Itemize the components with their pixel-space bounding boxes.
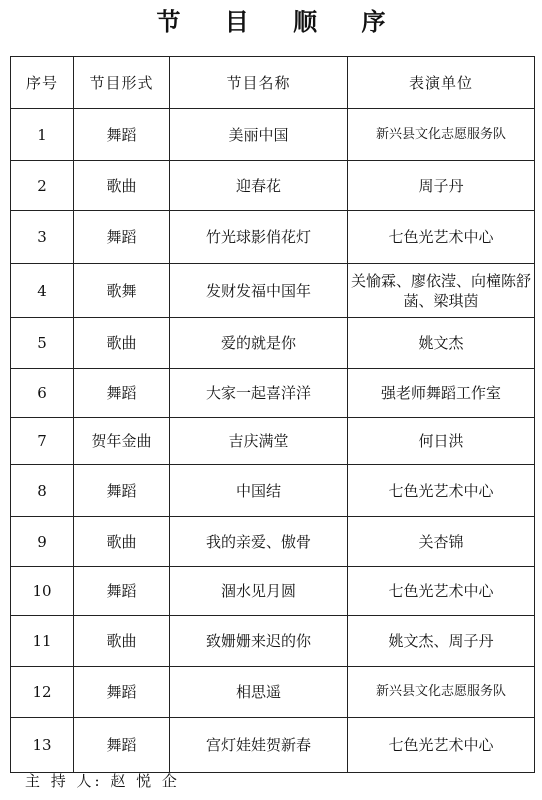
cell-program-name: 竹光球影俏花灯	[170, 211, 348, 264]
program-table	[10, 56, 535, 773]
cell-form: 舞蹈	[74, 718, 170, 773]
cell-performer: 七色光艺术中心	[348, 465, 535, 517]
table-row	[11, 616, 535, 667]
cell-program-name: 大家一起喜洋洋	[170, 369, 348, 418]
cell-form: 舞蹈	[74, 211, 170, 264]
cell-performer: 姚文杰	[348, 318, 535, 369]
page-title: 节 目 顺 序	[156, 7, 404, 36]
cell-performer: 七色光艺术中心	[348, 718, 535, 773]
cell-form: 歌曲	[74, 161, 170, 211]
table-row	[11, 369, 535, 418]
cell-number: 5	[11, 318, 74, 369]
cell-form: 舞蹈	[74, 567, 170, 616]
header-form: 节目形式	[74, 57, 170, 109]
cell-performer: 新兴县文化志愿服务队	[348, 667, 535, 718]
table-row	[11, 567, 535, 616]
cell-form: 歌曲	[74, 318, 170, 369]
cell-program-name: 相思遥	[170, 667, 348, 718]
cell-form: 舞蹈	[74, 465, 170, 517]
cell-performer: 关愉霖、廖依滢、向橦陈舒菡、梁琪茵	[348, 264, 535, 318]
cell-program-name: 迎春花	[170, 161, 348, 211]
cell-number: 4	[11, 264, 74, 318]
cell-form: 歌舞	[74, 264, 170, 318]
table-row	[11, 465, 535, 517]
cell-program-name: 吉庆满堂	[170, 418, 348, 465]
cell-performer: 新兴县文化志愿服务队	[348, 109, 535, 161]
cell-performer: 姚文杰、周子丹	[348, 616, 535, 667]
table-row	[11, 517, 535, 567]
cell-number: 8	[11, 465, 74, 517]
cell-number: 12	[11, 667, 74, 718]
host-line: 主 持 人: 赵 悦 企	[25, 772, 180, 790]
cell-number: 6	[11, 369, 74, 418]
table-row	[11, 161, 535, 211]
cell-form: 舞蹈	[74, 667, 170, 718]
table-row	[11, 318, 535, 369]
cell-number: 2	[11, 161, 74, 211]
cell-number: 10	[11, 567, 74, 616]
header-name: 节目名称	[170, 57, 348, 109]
cell-form: 舞蹈	[74, 109, 170, 161]
table-row	[11, 418, 535, 465]
cell-program-name: 致姗姗来迟的你	[170, 616, 348, 667]
cell-program-name: 宫灯娃娃贺新春	[170, 718, 348, 773]
table-row	[11, 211, 535, 264]
cell-performer: 周子丹	[348, 161, 535, 211]
cell-number: 1	[11, 109, 74, 161]
cell-performer: 关杏锦	[348, 517, 535, 567]
cell-performer: 七色光艺术中心	[348, 567, 535, 616]
cell-number: 3	[11, 211, 74, 264]
cell-number: 11	[11, 616, 74, 667]
cell-program-name: 我的亲爱、傲骨	[170, 517, 348, 567]
cell-performer: 七色光艺术中心	[348, 211, 535, 264]
cell-form: 贺年金曲	[74, 418, 170, 465]
table-header-row	[11, 57, 535, 109]
cell-form: 歌曲	[74, 517, 170, 567]
cell-program-name: 中国结	[170, 465, 348, 517]
header-number: 序号	[11, 57, 74, 109]
cell-number: 9	[11, 517, 74, 567]
header-performer: 表演单位	[348, 57, 535, 109]
table-row	[11, 667, 535, 718]
cell-form: 歌曲	[74, 616, 170, 667]
cell-program-name: 发财发福中国年	[170, 264, 348, 318]
cell-program-name: 爱的就是你	[170, 318, 348, 369]
cell-performer: 何日洪	[348, 418, 535, 465]
cell-performer: 强老师舞蹈工作室	[348, 369, 535, 418]
table-row	[11, 718, 535, 773]
table-row	[11, 264, 535, 318]
cell-form: 舞蹈	[74, 369, 170, 418]
cell-program-name: 涸水见月圆	[170, 567, 348, 616]
cell-number: 7	[11, 418, 74, 465]
cell-number: 13	[11, 718, 74, 773]
table-row	[11, 109, 535, 161]
cell-program-name: 美丽中国	[170, 109, 348, 161]
